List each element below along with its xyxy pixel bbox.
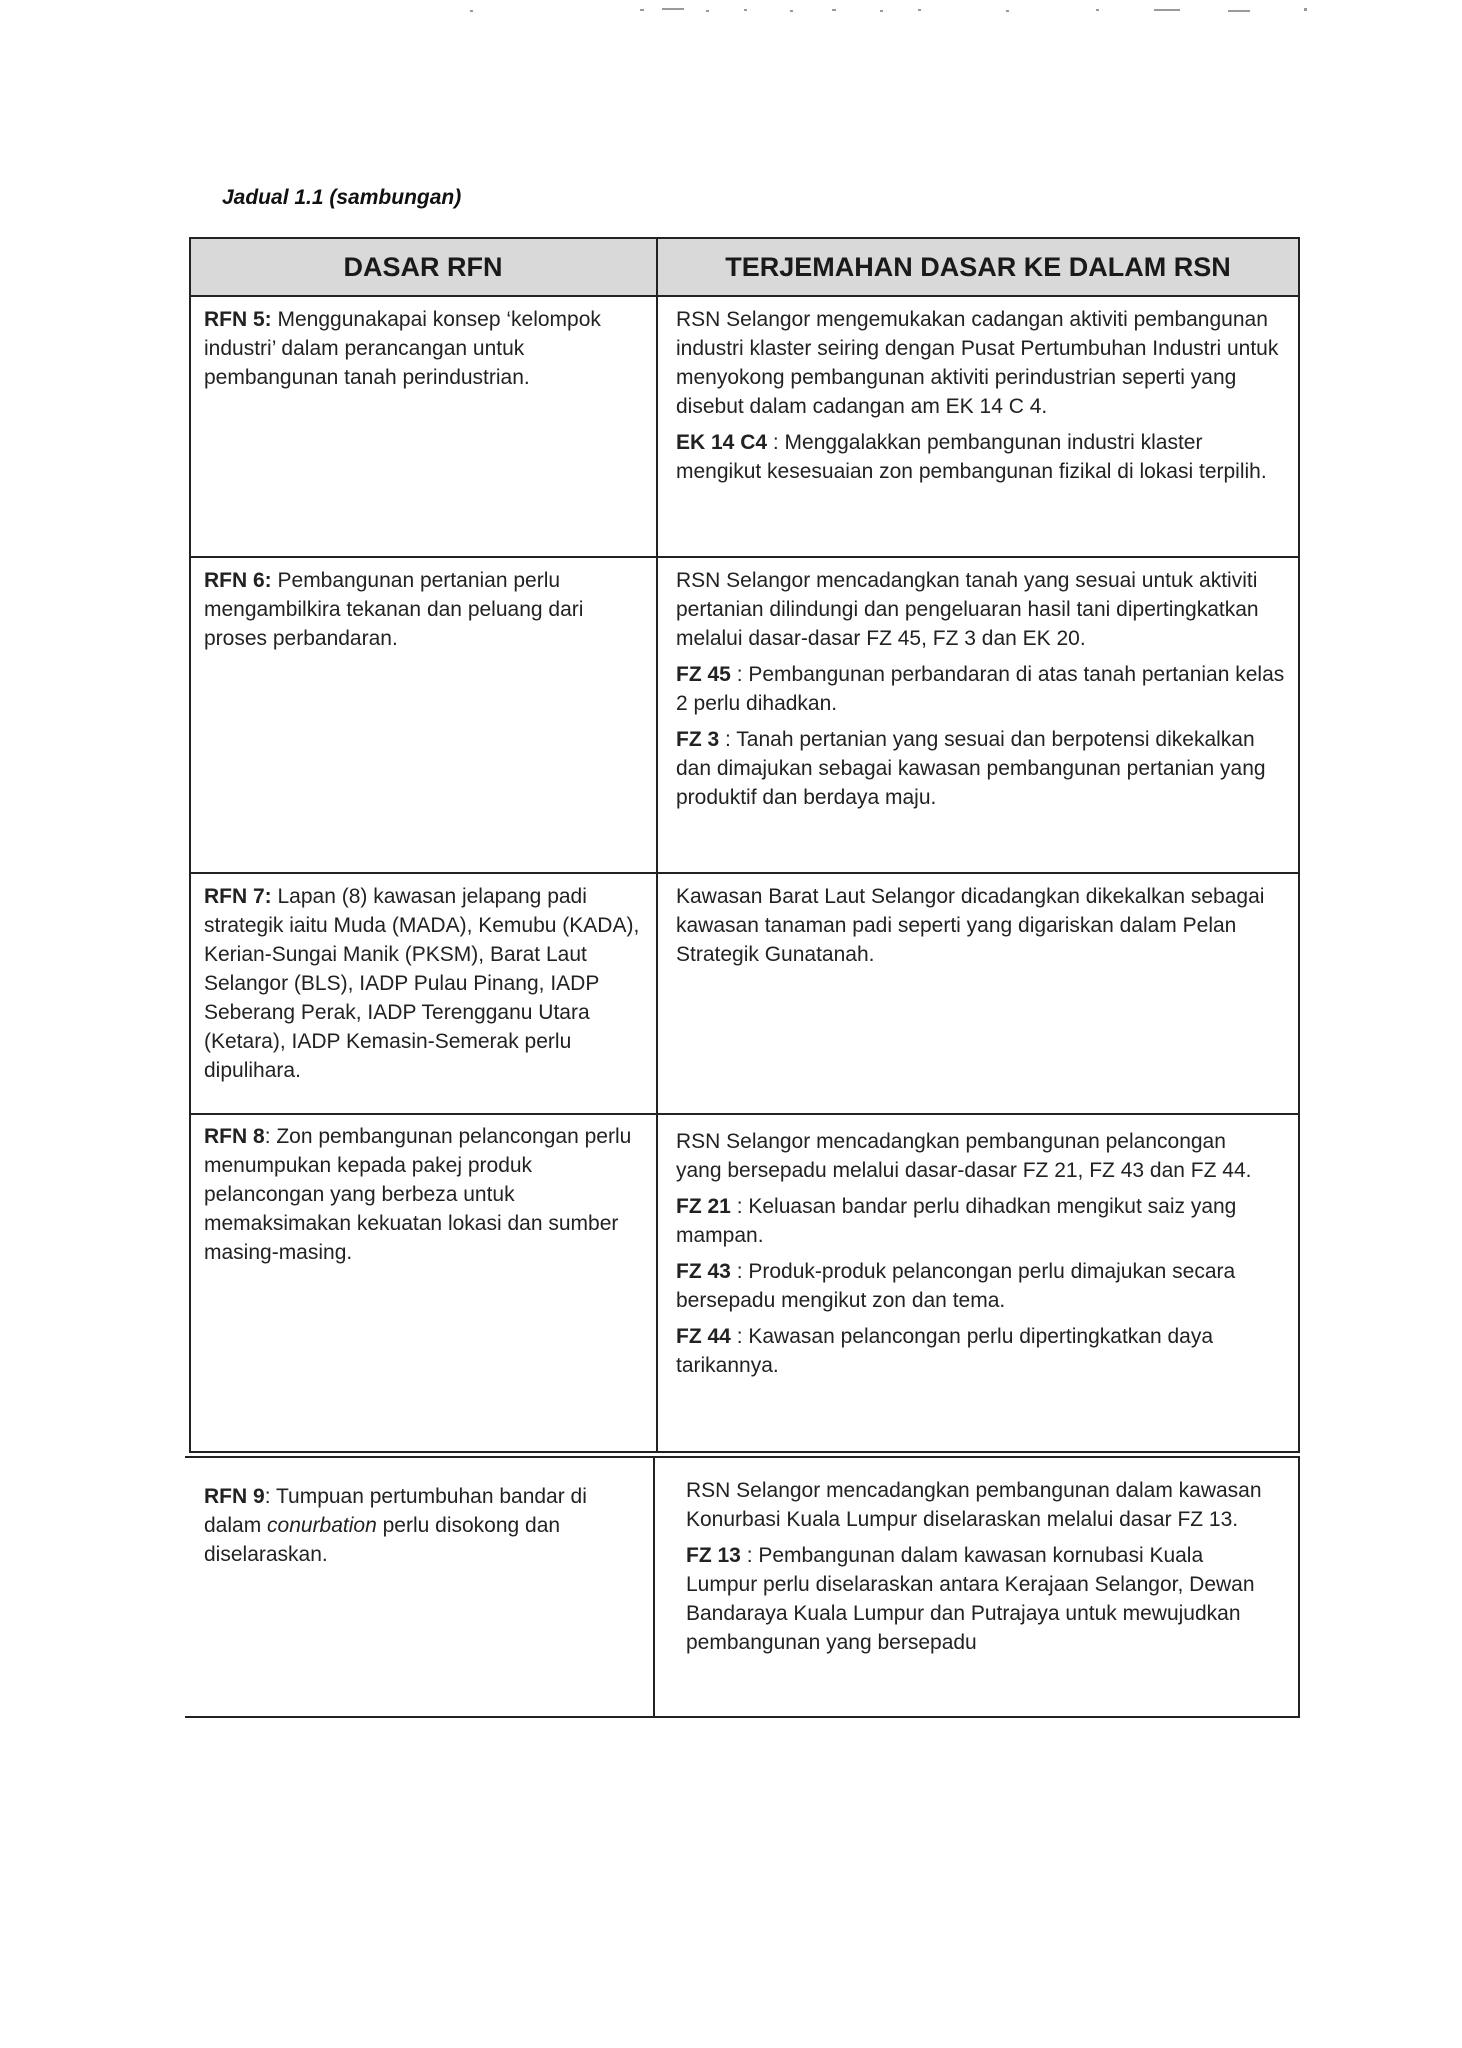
rfn-italic-term: conurbation xyxy=(267,1514,377,1537)
rfn9-policy-cell xyxy=(204,1482,604,1576)
table-caption: Jadual 1.1 (sambungan) xyxy=(222,186,462,209)
row-divider xyxy=(189,1451,1300,1453)
policy-code: FZ 13 xyxy=(686,1544,741,1567)
policy-code: FZ 43 xyxy=(676,1260,731,1283)
column-header-terjemahan: TERJEMAHAN DASAR KE DALAM RSN xyxy=(658,238,1298,296)
header-bottom-rule xyxy=(189,295,1300,297)
rfn8-translation-cell xyxy=(676,1127,1276,1387)
table-border-top xyxy=(189,237,1300,239)
rfn-text: perlu disokong dan diselaraskan. xyxy=(204,1514,561,1566)
rfn-text: : Tumpuan pertumbuhan bandar di dalam xyxy=(204,1485,587,1537)
rfn8-policy-cell xyxy=(204,1122,644,1274)
rfn7-translation-cell xyxy=(676,882,1288,976)
policy-text: : Kawasan pelancongan perlu dipertingkatkan daya tarikannya. xyxy=(676,1325,1214,1377)
rfn6-policy-cell xyxy=(204,566,634,660)
policy-text: : Pembangunan perbandaran di atas tanah pertanian kelas 2 perlu dihadkan. xyxy=(676,663,1285,715)
table-border-left xyxy=(189,237,191,1453)
rfn-text: Lapan (8) kawasan jelapang padi strategik iaitu Muda (MADA), Kemubu (KADA), Kerian-Sungai Manik (PKSM), Barat Laut Selangor (BLS), IADP Pulau Pinang, IADP Seberang Perak, IADP Terengganu Utara (Ketara), IADP Kemasin-Semerak perlu dipulihara. xyxy=(204,885,640,1082)
policy-code: EK 14 C4 xyxy=(676,431,768,454)
column-header-dasar-rfn: DASAR RFN xyxy=(190,238,656,296)
policy-code: FZ 3 xyxy=(676,728,720,751)
translation-intro: RSN Selangor mencadangkan pembangunan dalam kawasan Konurbasi Kuala Lumpur diselaraskan melalui dasar FZ 13. xyxy=(686,1479,1262,1531)
rfn6-translation-cell xyxy=(676,566,1286,819)
rfn5-policy-cell xyxy=(204,305,642,399)
rfn9-translation-cell xyxy=(686,1476,1272,1664)
rfn7-policy-cell xyxy=(204,882,644,1092)
translation-intro: Kawasan Barat Laut Selangor dicadangkan dikekalkan sebagai kawasan tanaman padi seperti yang digariskan dalam Pelan Strategik Gunatanah. xyxy=(676,885,1265,966)
table2-border-right xyxy=(1298,1456,1300,1718)
row-divider xyxy=(189,1113,1300,1115)
rfn-code: RFN 5: xyxy=(204,308,272,331)
policy-text: : Menggalakkan pembangunan industri klaster mengikut kesesuaian zon pembangunan fizikal di lokasi terpilih. xyxy=(676,431,1267,483)
policy-text: : Tanah pertanian yang sesuai dan berpotensi dikekalkan dan dimajukan sebagai kawasan pembangunan pertanian yang produktif dan berdaya maju. xyxy=(676,728,1266,809)
table2-column-divider xyxy=(653,1456,655,1718)
rfn-code: RFN 7: xyxy=(204,885,272,908)
rfn-text: : Zon pembangunan pelancongan perlu menumpukan kepada pakej produk pelancongan yang berbeza untuk memaksimakan kekuatan lokasi dan sumber masing-masing. xyxy=(204,1125,632,1264)
column-divider xyxy=(656,237,658,1453)
scan-artifact xyxy=(0,0,1462,18)
table2-border-top xyxy=(185,1456,1300,1458)
table-border-right xyxy=(1298,237,1300,1453)
policy-code: FZ 44 xyxy=(676,1325,731,1348)
translation-intro: RSN Selangor mencadangkan pembangunan pelancongan yang bersepadu melalui dasar-dasar FZ 21, FZ 43 dan FZ 44. xyxy=(676,1130,1252,1182)
policy-code: FZ 21 xyxy=(676,1195,731,1218)
table2-border-bottom xyxy=(185,1716,1300,1718)
policy-text: : Keluasan bandar perlu dihadkan mengikut saiz yang mampan. xyxy=(676,1195,1237,1247)
translation-intro: RSN Selangor mencadangkan tanah yang sesuai untuk aktiviti pertanian dilindungi dan pengeluaran hasil tani dipertingkatkan melalui dasar-dasar FZ 45, FZ 3 dan EK 20. xyxy=(676,569,1259,650)
policy-code: FZ 45 xyxy=(676,663,731,686)
translation-intro: RSN Selangor mengemukakan cadangan aktiviti pembangunan industri klaster seiring dengan Pusat Pertumbuhan Industri untuk menyokong pembangunan aktiviti perindustrian seperti yang disebut dalam cadangan am EK 14 C 4. xyxy=(676,308,1279,418)
rfn-text: Pembangunan pertanian perlu mengambilkira tekanan dan peluang dari proses perbandaran. xyxy=(204,569,584,650)
policy-text: : Produk-produk pelancongan perlu dimajukan secara bersepadu mengikut zon dan tema. xyxy=(676,1260,1236,1312)
policy-text: : Pembangunan dalam kawasan kornubasi Kuala Lumpur perlu diselaraskan antara Kerajaan Selangor, Dewan Bandaraya Kuala Lumpur dan Putrajaya untuk mewujudkan pembangunan yang bersepadu xyxy=(686,1544,1255,1654)
rfn5-translation-cell xyxy=(676,305,1288,493)
rfn-code: RFN 6: xyxy=(204,569,272,592)
row-divider xyxy=(189,872,1300,874)
rfn-code: RFN 8 xyxy=(204,1125,265,1148)
row-divider xyxy=(189,556,1300,558)
rfn-text: Menggunakapai konsep ‘kelompok industri’ dalam perancangan untuk pembangunan tanah perindustrian. xyxy=(204,308,601,389)
rfn-code: RFN 9 xyxy=(204,1485,265,1508)
